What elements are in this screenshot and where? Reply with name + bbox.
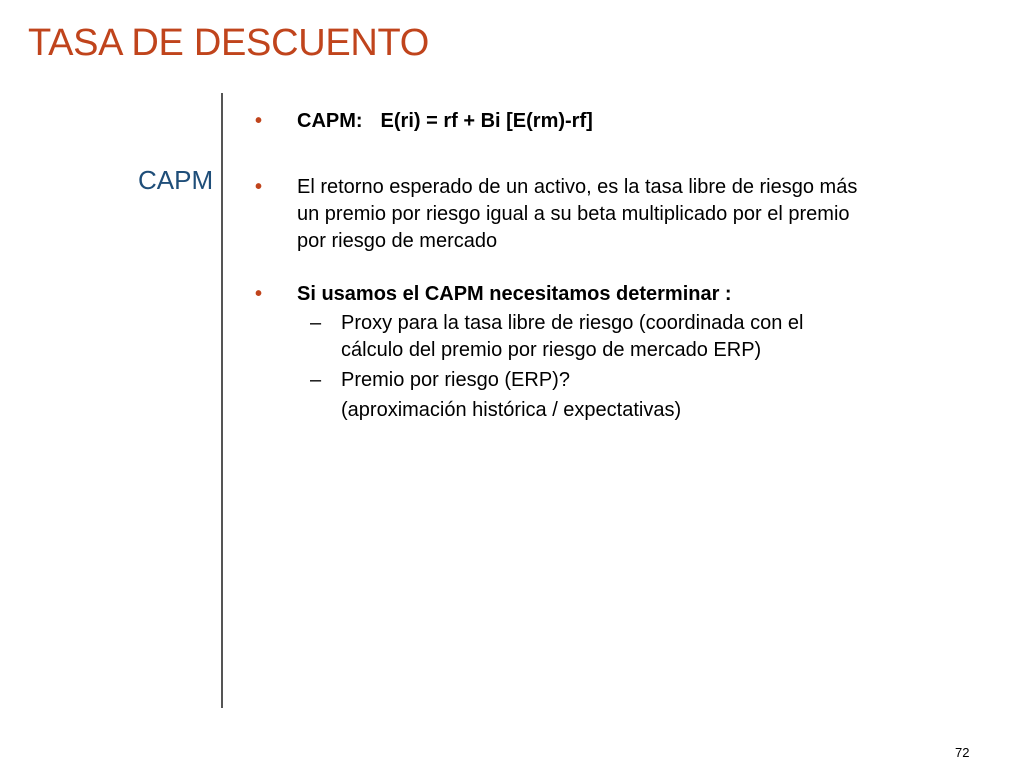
bullet-capm-requirements [255, 281, 865, 308]
bullet-capm-formula [255, 108, 865, 135]
dash-mark: – [310, 312, 322, 334]
sub-item-continuation: (aproximación histórica / expectativas) [341, 399, 682, 421]
vertical-divider [221, 93, 223, 708]
bullet-text: Si usamos el CAPM necesitamos determinar : [297, 283, 732, 305]
formula-label: CAPM: [297, 110, 363, 132]
bullet-mark: • [255, 283, 263, 305]
sub-item-risk-free-proxy [255, 310, 865, 364]
sub-item-text: Proxy para la tasa libre de riesgo (coordinada con el cálculo del premio por riesgo de mercado ERP) [341, 312, 804, 361]
page-number: 72 [955, 745, 970, 760]
bullet-capm-definition [255, 174, 865, 255]
formula-text: E(ri) = rf + Bi [E(rm)-rf] [380, 110, 593, 132]
sub-item-text: Premio por riesgo (ERP)? [341, 369, 570, 391]
slide-content [255, 108, 865, 424]
slide-title: TASA DE DESCUENTO [28, 22, 430, 64]
bullet-text: El retorno esperado de un activo, es la tasa libre de riesgo más un premio por riesgo igual a su beta multiplicado por el premio por riesgo de mercado [297, 176, 858, 252]
dash-mark: – [310, 369, 322, 391]
bullet-mark: • [255, 110, 263, 132]
sub-item-risk-premium [255, 367, 865, 394]
bullet-mark: • [255, 176, 263, 198]
section-label: CAPM [138, 165, 214, 195]
